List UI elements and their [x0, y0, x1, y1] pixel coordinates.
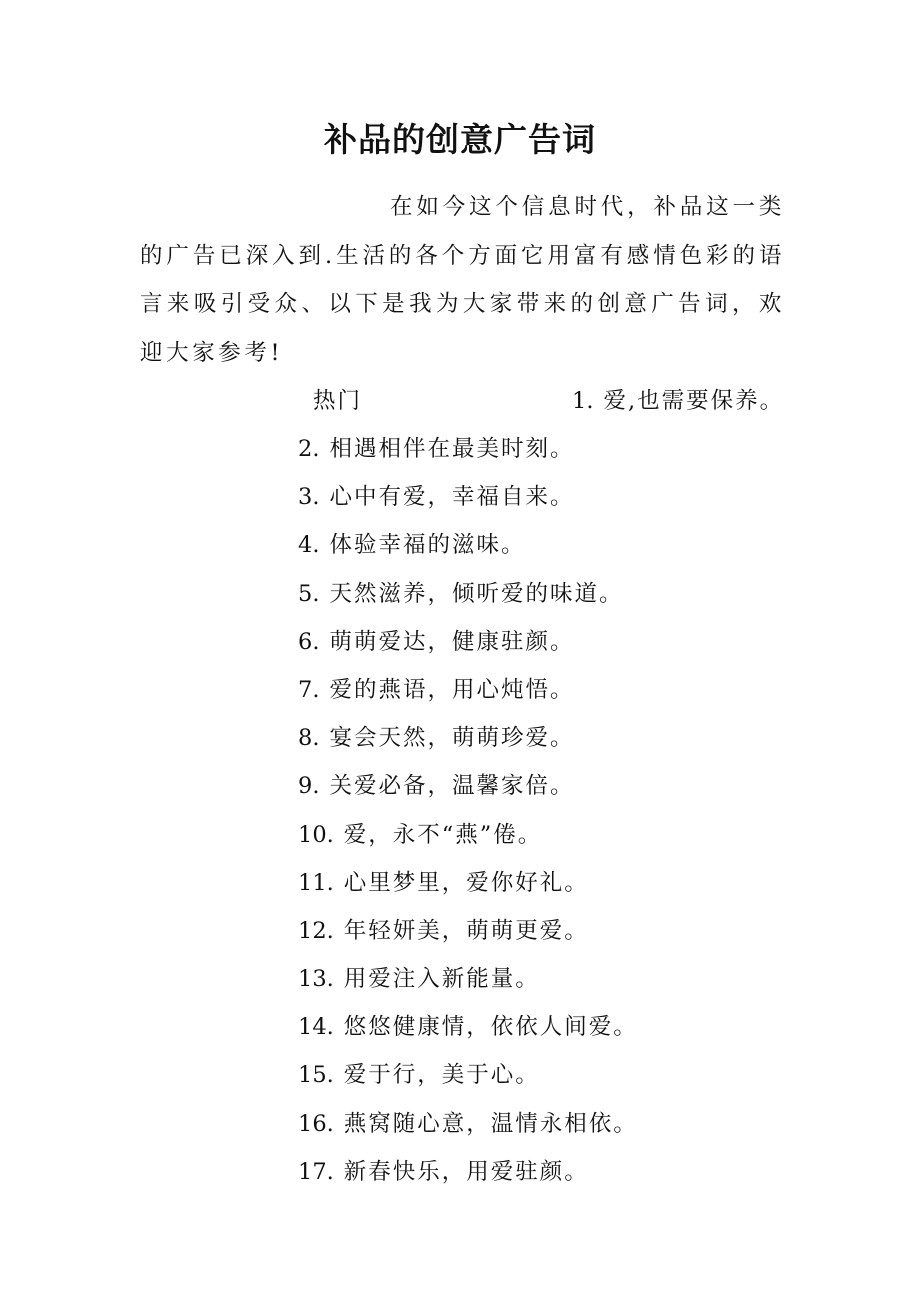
- item-number: 3.: [298, 484, 320, 511]
- item-text: 心中有爱，幸福自来。: [329, 484, 575, 511]
- item-number: 4.: [298, 532, 320, 559]
- item-text: 新春快乐，用爱驻颜。: [343, 1158, 589, 1185]
- list-item: [298, 859, 638, 907]
- item-text: 爱的燕语，用心炖悟。: [329, 676, 575, 703]
- item-number: 9.: [298, 773, 320, 800]
- list-item: [298, 907, 638, 955]
- item-number: 15.: [298, 1062, 334, 1089]
- item-text: 年轻妍美，萌萌更爱。: [343, 917, 589, 944]
- item-text: 爱于行，美于心。: [343, 1062, 540, 1089]
- item-number: 12.: [298, 917, 334, 944]
- item-text: 悠悠健康情，依依人间爱。: [343, 1014, 638, 1041]
- item-text: 宴会天然，萌萌珍爱。: [329, 725, 575, 752]
- item-number: 16.: [298, 1110, 334, 1137]
- list-item: [298, 521, 638, 569]
- slogan-list: [298, 425, 638, 1196]
- item-text: 用爱注入新能量。: [343, 966, 540, 993]
- item-number: 7.: [298, 676, 320, 703]
- list-item: [298, 955, 638, 1003]
- hot-label: 热门: [313, 388, 363, 414]
- list-item: [298, 425, 638, 473]
- list-item: [298, 1148, 638, 1196]
- item-text: 体验幸福的滋味。: [329, 532, 526, 559]
- list-item: [298, 473, 638, 521]
- list-item: [572, 377, 784, 425]
- item-number: 13.: [298, 966, 334, 993]
- list-item: [298, 1100, 638, 1148]
- list-item: [298, 666, 638, 714]
- item-number: 6.: [298, 628, 320, 655]
- item-text: 爱，永不“燕”倦。: [343, 821, 543, 848]
- item-number: 1.: [572, 388, 594, 414]
- list-item: [298, 1003, 638, 1051]
- item-text: 关爱必备，温馨家倍。: [329, 773, 575, 800]
- intro-paragraph: 在如今这个信息时代，补品这一类的广告已深入到.生活的各个方面它用富有感情色彩的语言来吸引受众、以下是我为大家带来的创意广告词，欢迎大家参考!: [140, 194, 785, 366]
- list-item: [298, 1051, 638, 1099]
- list-item: [298, 714, 638, 762]
- item-number: 2.: [298, 436, 320, 462]
- item-number: 14.: [298, 1014, 334, 1041]
- list-item: [298, 570, 638, 618]
- item-number: 8.: [298, 725, 320, 752]
- item-number: 17.: [298, 1158, 334, 1185]
- item-number: 5.: [298, 580, 320, 607]
- item-number: 10.: [298, 821, 334, 848]
- hot-row: [0, 377, 920, 425]
- item-text: 萌萌爱达，健康驻颜。: [329, 628, 575, 655]
- item-number: 11.: [298, 869, 334, 896]
- item-text: 燕窝随心意，温情永相依。: [343, 1110, 638, 1137]
- list-item: [298, 618, 638, 666]
- list-item: [298, 811, 638, 859]
- list-item: [298, 762, 638, 810]
- page-title: 补品的创意广告词: [324, 120, 596, 159]
- item-text: 心里梦里，爱你好礼。: [343, 869, 589, 896]
- item-text: 爱,也需要保养。: [603, 388, 785, 414]
- item-text: 天然滋养，倾听爱的味道。: [329, 580, 624, 607]
- item-text: 相遇相伴在最美时刻。: [329, 436, 575, 462]
